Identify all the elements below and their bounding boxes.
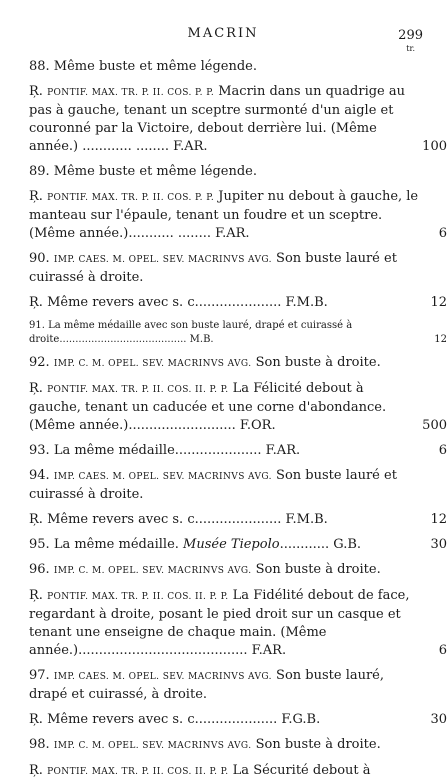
entry-number: 98. bbox=[29, 737, 54, 752]
entry-number: 94. bbox=[29, 468, 54, 483]
price-value: 12 bbox=[430, 512, 447, 527]
entry-98-reverse bbox=[29, 762, 419, 781]
coin-legend: IMP. C. M. OPEL. SEV. MACRINVS AVG. bbox=[53, 741, 252, 751]
entry-text: Jupiter nu debout à gauche, le manteau sur l'épaule, tenant un foudre et un sceptre. (Même année.)........... ........ F.AR. bbox=[29, 189, 419, 241]
entry-96-reverse bbox=[29, 587, 447, 660]
reverse-mark: Ŗ. bbox=[29, 588, 48, 603]
entry-94 bbox=[29, 467, 419, 504]
coin-legend: IMP. CAES. M. OPEL. SEV. MACRINVS AVG. bbox=[53, 672, 272, 682]
entry-95 bbox=[29, 536, 447, 554]
entry-text: La même médaille. bbox=[53, 537, 184, 552]
entry-text: La Félicité debout à gauche, tenant un caducée et une corne d'abondance. (Même année.).......................... F.OR. bbox=[29, 381, 387, 433]
entry-text: Macrin dans un quadrige au pas à gauche, tenant un sceptre surmonté d'un aigle et couronné par la Victoire, debout derrière lui. (Même année.) ............ ........ F.AR. bbox=[29, 84, 405, 154]
price-value: 12 bbox=[430, 295, 447, 310]
reverse-mark: Ŗ. bbox=[29, 381, 48, 396]
entry-88-reverse bbox=[29, 83, 447, 156]
entry-text-after: ............ G.B. bbox=[279, 537, 362, 552]
coin-legend: IMP. C. M. OPEL. SEV. MACRINVS AVG. bbox=[53, 566, 252, 576]
entry-94-reverse bbox=[29, 511, 447, 529]
entry-text: Son buste lauré, drapé et cuirassé, à droite. bbox=[29, 668, 385, 702]
coin-legend: PONTIF. MAX. TR. P. II. COS. II. P. P. bbox=[47, 592, 229, 602]
entry-96 bbox=[29, 561, 419, 580]
entry-90 bbox=[29, 250, 419, 287]
entry-number: 90. bbox=[29, 251, 54, 266]
entry-text: Son buste à droite. bbox=[251, 737, 381, 752]
entry-number: 97. bbox=[29, 668, 54, 683]
reverse-mark: Ŗ. bbox=[29, 189, 48, 204]
coin-legend: PONTIF. MAX. TR. P. II. COS. II. P. P. bbox=[47, 385, 229, 395]
entry-number: 96. bbox=[29, 562, 54, 577]
coin-legend: IMP. CAES. M. OPEL. SEV. MACRINVS AVG. bbox=[53, 472, 272, 482]
reverse-mark: Ŗ. bbox=[29, 763, 48, 778]
entry-89 bbox=[29, 163, 419, 181]
signature-mark: tr. bbox=[406, 44, 415, 53]
entry-92-reverse bbox=[29, 380, 447, 435]
price-value: 100 bbox=[422, 139, 447, 154]
entry-text: La Fidélité debout de face, regardant à droite, posant le pied droit sur un casque et tenant une enseigne de chaque main. (Même année.)......................................... F.AR. bbox=[29, 588, 410, 658]
entry-number: 92. bbox=[29, 355, 54, 370]
entry-text: Son buste à droite. bbox=[251, 355, 381, 370]
coin-legend: PONTIF. MAX. TR. P. II. COS. P. P. bbox=[47, 88, 215, 98]
price-value: 12 bbox=[434, 334, 447, 345]
entry-91 bbox=[29, 319, 447, 347]
entry-text: La même médaille..................... F.AR. bbox=[53, 443, 301, 458]
price-value: 6 bbox=[438, 643, 447, 658]
page-number: 299 bbox=[398, 28, 423, 43]
entry-90-reverse bbox=[29, 294, 447, 312]
entry-text: Même revers avec s. c..................... F.M.B. bbox=[47, 512, 328, 527]
price-value: 30 bbox=[430, 537, 447, 552]
entry-97-reverse bbox=[29, 711, 447, 729]
coin-legend: PONTIF. MAX. TR. P. II. COS. P. P. bbox=[47, 193, 215, 203]
price-value: 6 bbox=[438, 226, 447, 241]
price-value: 30 bbox=[430, 712, 447, 727]
entry-text: La Sécurité debout à bbox=[228, 763, 371, 778]
entry-number: 93. bbox=[29, 443, 54, 458]
entry-text: 89. Même buste et même légende. bbox=[29, 164, 257, 179]
entry-89-reverse bbox=[29, 188, 447, 243]
price-value: 500 bbox=[422, 418, 447, 433]
entry-text: Même revers avec s. c.................... F.G.B. bbox=[47, 712, 321, 727]
entry-number: 95. bbox=[29, 537, 54, 552]
reverse-mark: Ŗ. bbox=[29, 712, 48, 727]
reverse-mark: Ŗ. bbox=[29, 84, 48, 99]
reverse-mark: Ŗ. bbox=[29, 512, 48, 527]
entry-93 bbox=[29, 442, 447, 460]
entry-92 bbox=[29, 354, 419, 373]
price-value: 6 bbox=[438, 443, 447, 458]
entry-97 bbox=[29, 667, 419, 704]
coin-legend: PONTIF. MAX. TR. P. II. COS. II. P. P. bbox=[47, 767, 229, 777]
catalogue-entries bbox=[29, 58, 447, 781]
coin-legend: IMP. CAES. M. OPEL. SEV. MACRINVS AVG. bbox=[53, 255, 272, 265]
reverse-mark: Ŗ. bbox=[29, 295, 48, 310]
entry-text: Même revers avec s. c..................... F.M.B. bbox=[47, 295, 328, 310]
collection-name: Musée Tiepolo bbox=[183, 537, 280, 552]
coin-legend: IMP. C. M. OPEL. SEV. MACRINVS AVG. bbox=[53, 359, 252, 369]
entry-88 bbox=[29, 58, 419, 76]
entry-98 bbox=[29, 736, 419, 755]
entry-text: 88. Même buste et même légende. bbox=[29, 59, 257, 74]
entry-text: Son buste lauré et cuirassé à droite. bbox=[29, 468, 397, 502]
entry-text: Son buste à droite. bbox=[251, 562, 381, 577]
entry-text: Son buste lauré et cuirassé à droite. bbox=[29, 251, 397, 285]
entry-text: 91. La même médaille avec son buste lauré, drapé et cuirassé à droite........................................ M.B. bbox=[29, 320, 353, 345]
running-header-title: MACRIN bbox=[187, 26, 259, 41]
